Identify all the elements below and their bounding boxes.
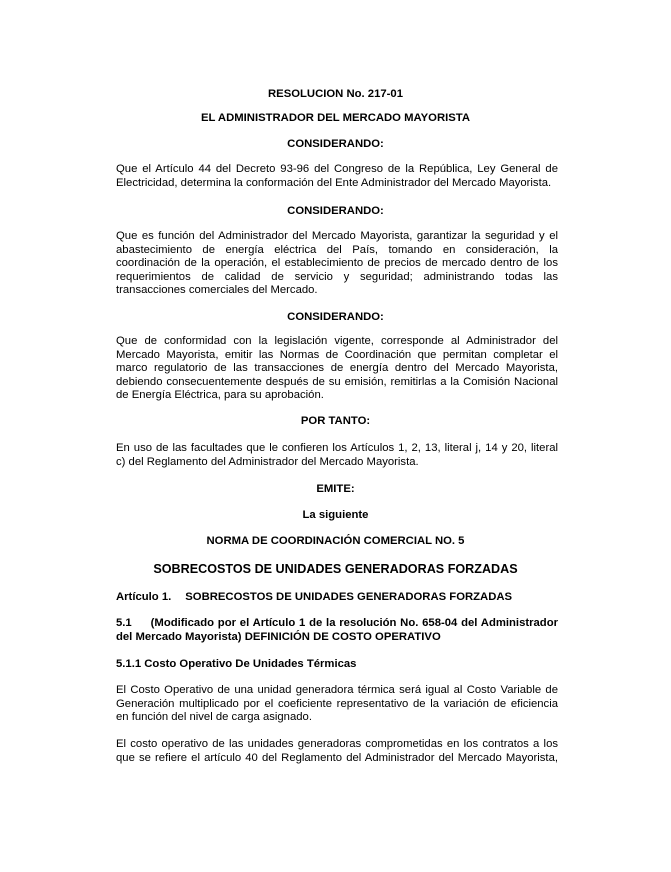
norm-title: NORMA DE COORDINACIÓN COMERCIAL NO. 5 [206,535,465,547]
section-5-1-1-heading: 5.1.1 Costo Operativo De Unidades Térmicas [116,658,357,670]
paragraph-line: de Energía Eléctrica, para su aprobación. [116,389,324,401]
authority-heading: EL ADMINISTRADOR DEL MERCADO MAYORISTA [200,112,471,124]
paragraph-line: que se refiere el artículo 40 del Reglamento del Administrador del Mercado Mayorista, [116,751,558,764]
paragraph-line: coordinación de la operación, el establecimiento de precios de mercado dentro de los [116,257,558,269]
paragraph-line: El costo operativo de las unidades generadoras comprometidas en los contratos a los [116,738,558,750]
following-heading: La siguiente [302,509,369,521]
paragraph-line: en función del nivel de carga asignado. [116,711,312,723]
considering-heading-2: CONSIDERANDO: [287,205,384,217]
considering-paragraph-2 [116,230,558,298]
article-label: Artículo 1. [116,591,172,603]
paragraph-line: Que de conformidad con la legislación vigente, corresponde al Administrador del [116,335,558,347]
considering-heading-1: CONSIDERANDO: [287,138,384,150]
resolution-title: RESOLUCION No. 217-01 [268,88,403,100]
paragraph-line: El Costo Operativo de una unidad generadora térmica será igual al Costo Variable de [116,684,558,696]
paragraph-line: Que es función del Administrador del Mercado Mayorista, garantizar la seguridad y el [116,230,558,242]
section-5-1-heading [116,617,558,644]
considering-paragraph-1 [116,163,558,190]
paragraph-line: debiendo consecuentemente después de su emisión, remitirlas a la Comisión Nacional [116,375,558,388]
paragraph-line: transacciones comerciales del Mercado. [116,284,318,296]
section-number: 5.1 [116,617,132,629]
therefore-paragraph [116,442,558,469]
paragraph-line: Que el Artículo 44 del Decreto 93-96 del Congreso de la República, Ley General de [116,163,558,175]
thermal-cost-paragraph [116,684,558,725]
paragraph-line: Electricidad, determina la conformación del Ente Administrador del Mercado Mayorista. [116,176,552,189]
main-title: SOBRECOSTOS DE UNIDADES GENERADORAS FORZADAS [153,562,518,576]
paragraph-line: Generación multiplicado por el coeficiente representativo de la variación de eficiencia [116,697,558,710]
section-title-line: del Mercado Mayorista) DEFINICIÓN DE COSTO OPERATIVO [116,630,441,643]
contracts-cost-paragraph [116,738,558,765]
paragraph-line: En uso de las facultades que le confieren los Artículos 1, 2, 13, literal j, 14 y 20, literal [116,442,558,454]
paragraph-line: marco regulatorio de las transacciones de energía dentro del Mercado Mayorista, [116,362,558,374]
paragraph-line: Mercado Mayorista, emitir las Normas de Coordinación que permitan completar el [116,348,558,361]
emits-heading: EMITE: [316,483,355,495]
section-5-1-line-1 [116,617,558,631]
article-title: SOBRECOSTOS DE UNIDADES GENERADORAS FORZADAS [185,591,513,603]
considering-heading-3: CONSIDERANDO: [287,311,384,323]
paragraph-line: abastecimiento de energía eléctrica del País, tomando en consideración, la [116,243,558,256]
therefore-heading: POR TANTO: [300,415,371,427]
considering-paragraph-3 [116,335,558,403]
paragraph-line: requerimientos de calidad de servicio y seguridad; administrando todas las [116,270,558,283]
article-heading [116,591,512,604]
paragraph-line: c) del Reglamento del Administrador del Mercado Mayorista. [116,455,419,468]
section-title-line: (Modificado por el Artículo 1 de la resolución No. 658-04 del Administrador [150,617,558,629]
